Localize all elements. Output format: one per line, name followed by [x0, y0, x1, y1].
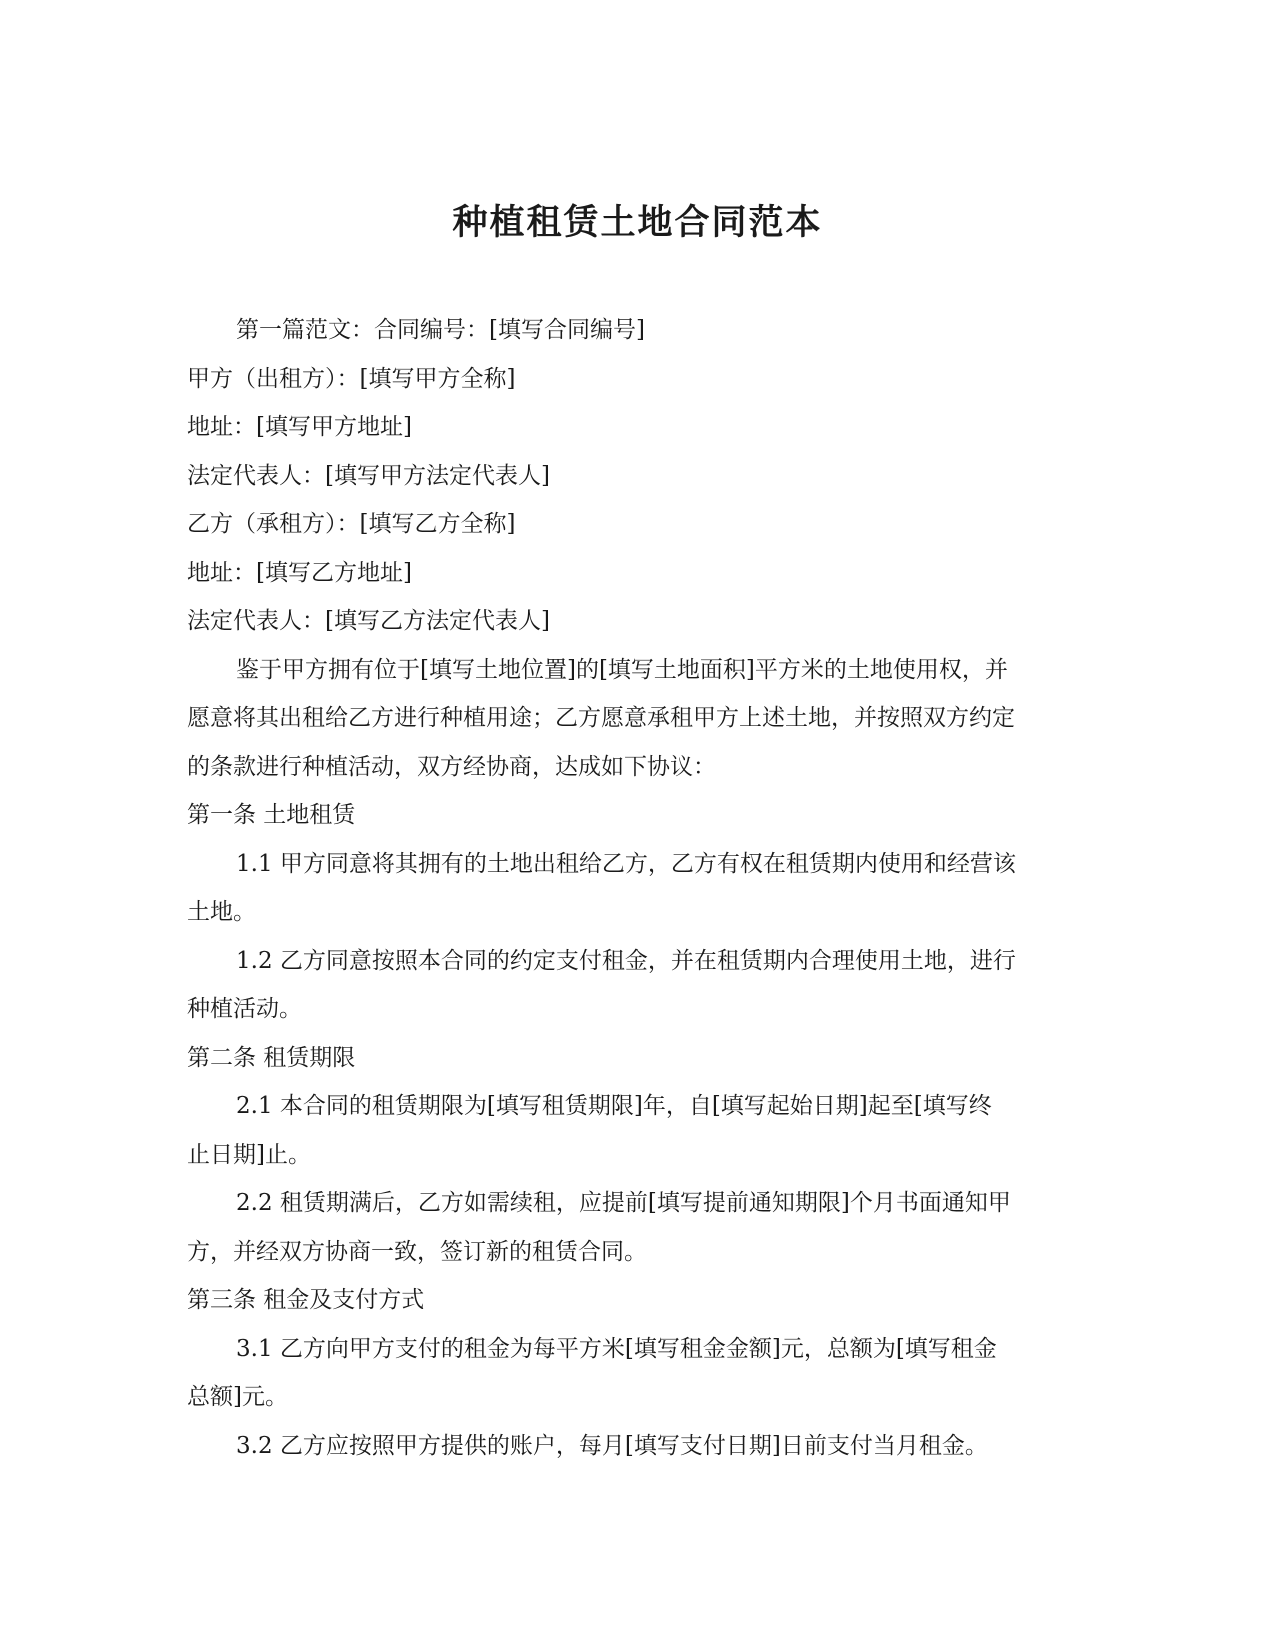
party-b-name-line: 乙方（承租方）：[填写乙方全称]: [187, 511, 516, 537]
clause-3-1-line: 3.1 乙方向甲方支付的租金为每平方米[填写租金金额]元，总额为[填写租金: [236, 1335, 997, 1362]
article-2-heading: 第二条 租赁期限: [187, 1044, 356, 1071]
clause-1-2-line: 1.2 乙方同意按照本合同的约定支付租金，并在租赁期内合理使用土地，进行: [236, 947, 1016, 974]
clause-2-1-line: 2.1 本合同的租赁期限为[填写租赁期限]年，自[填写起始日期]起至[填写终: [236, 1093, 992, 1119]
party-a-representative-line: 法定代表人：[填写甲方法定代表人]: [187, 462, 550, 489]
article-1-heading: 第一条 土地租赁: [187, 802, 356, 828]
clause-1-1-line: 土地。: [187, 899, 256, 925]
clause-2-2-line: 方，并经双方协商一致，签订新的租赁合同。: [187, 1238, 647, 1265]
clause-2-1-line: 止日期]止。: [187, 1141, 311, 1168]
clause-1-2-line: 种植活动。: [187, 996, 302, 1022]
clause-2-2-line: 2.2 租赁期满后，乙方如需续租，应提前[填写提前通知期限]个月书面通知甲: [236, 1190, 1011, 1216]
clause-3-2-line: 3.2 乙方应按照甲方提供的账户，每月[填写支付日期]日前支付当月租金。: [236, 1432, 988, 1459]
clause-3-1-line: 总额]元。: [187, 1384, 288, 1410]
party-a-address-line: 地址：[填写甲方地址]: [187, 414, 412, 440]
preamble-line: 鉴于甲方拥有位于[填写土地位置]的[填写土地面积]平方米的土地使用权，并: [236, 656, 1008, 683]
contract-number-line: 第一篇范文：合同编号：[填写合同编号]: [236, 317, 645, 343]
article-3-heading: 第三条 租金及支付方式: [187, 1287, 425, 1313]
party-b-representative-line: 法定代表人：[填写乙方法定代表人]: [187, 608, 550, 634]
preamble-line: 的条款进行种植活动，双方经协商，达成如下协议：: [187, 753, 716, 780]
party-b-address-line: 地址：[填写乙方地址]: [187, 559, 412, 586]
clause-1-1-line: 1.1 甲方同意将其拥有的土地出租给乙方，乙方有权在租赁期内使用和经营该: [236, 850, 1016, 877]
party-a-name-line: 甲方（出租方）：[填写甲方全称]: [187, 365, 516, 392]
document-body: [187, 306, 1087, 1470]
preamble-line: 愿意将其出租给乙方进行种植用途；乙方愿意承租甲方上述土地，并按照双方约定: [187, 705, 1015, 731]
document-title: 种植租赁土地合同范本: [452, 202, 823, 243]
